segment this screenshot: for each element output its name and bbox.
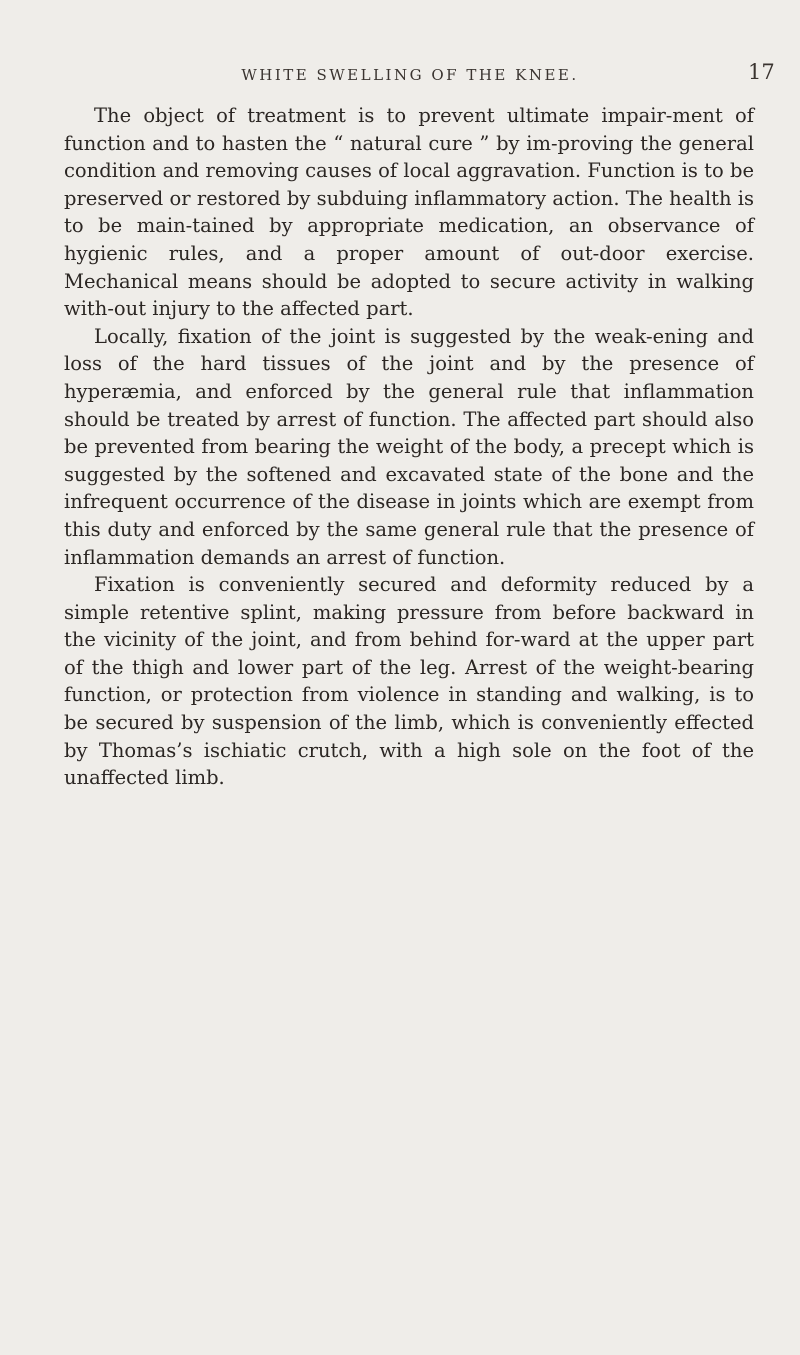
page-number: 17 bbox=[748, 60, 775, 84]
running-head: WHITE SWELLING OF THE KNEE. bbox=[241, 66, 579, 84]
paragraph-local-fixation: Locally, fixation of the joint is suggested by the weak-ening and loss of the hard tissues of the joint and by the presence of hyperæmia, and enforced by the general rule that inflammation should be treated by arrest of function. The affected part should also be prevented from bearing the weight of the body, a precept which is suggested by the softened and excavated state of the bone and the infrequent occurrence of the disease in joints which are exempt from this duty and enforced by the same general rule that the presence of inflammation demands an arrest of function. bbox=[64, 324, 754, 569]
body-text bbox=[64, 102, 754, 792]
paragraph-fixation-splint: Fixation is conveniently secured and deformity reduced by a simple retentive splint, making pressure from before backward in the vicinity of the joint, and from behind for-ward at the upper part of the thigh and lower part of the leg. Arrest of the weight-bearing function, or protection from violence in standing and walking, is to be secured by suspension of the limb, which is conveniently effected by Thomas’s ischiatic crutch, with a high sole on the foot of the unaffected limb. bbox=[64, 573, 754, 790]
paragraph-treatment-object: The object of treatment is to prevent ultimate impair-ment of function and to hasten the “ natural cure ” by im-proving the general condition and removing causes of local aggravation. Function is to be preserved or restored by subduing inflammatory action. The health is to be main-tained by appropriate medication, an observance of hygienic rules, and a proper amount of out-door exercise. Mechanical means should be adopted to secure activity in walking with-out injury to the affected part. bbox=[64, 104, 754, 321]
